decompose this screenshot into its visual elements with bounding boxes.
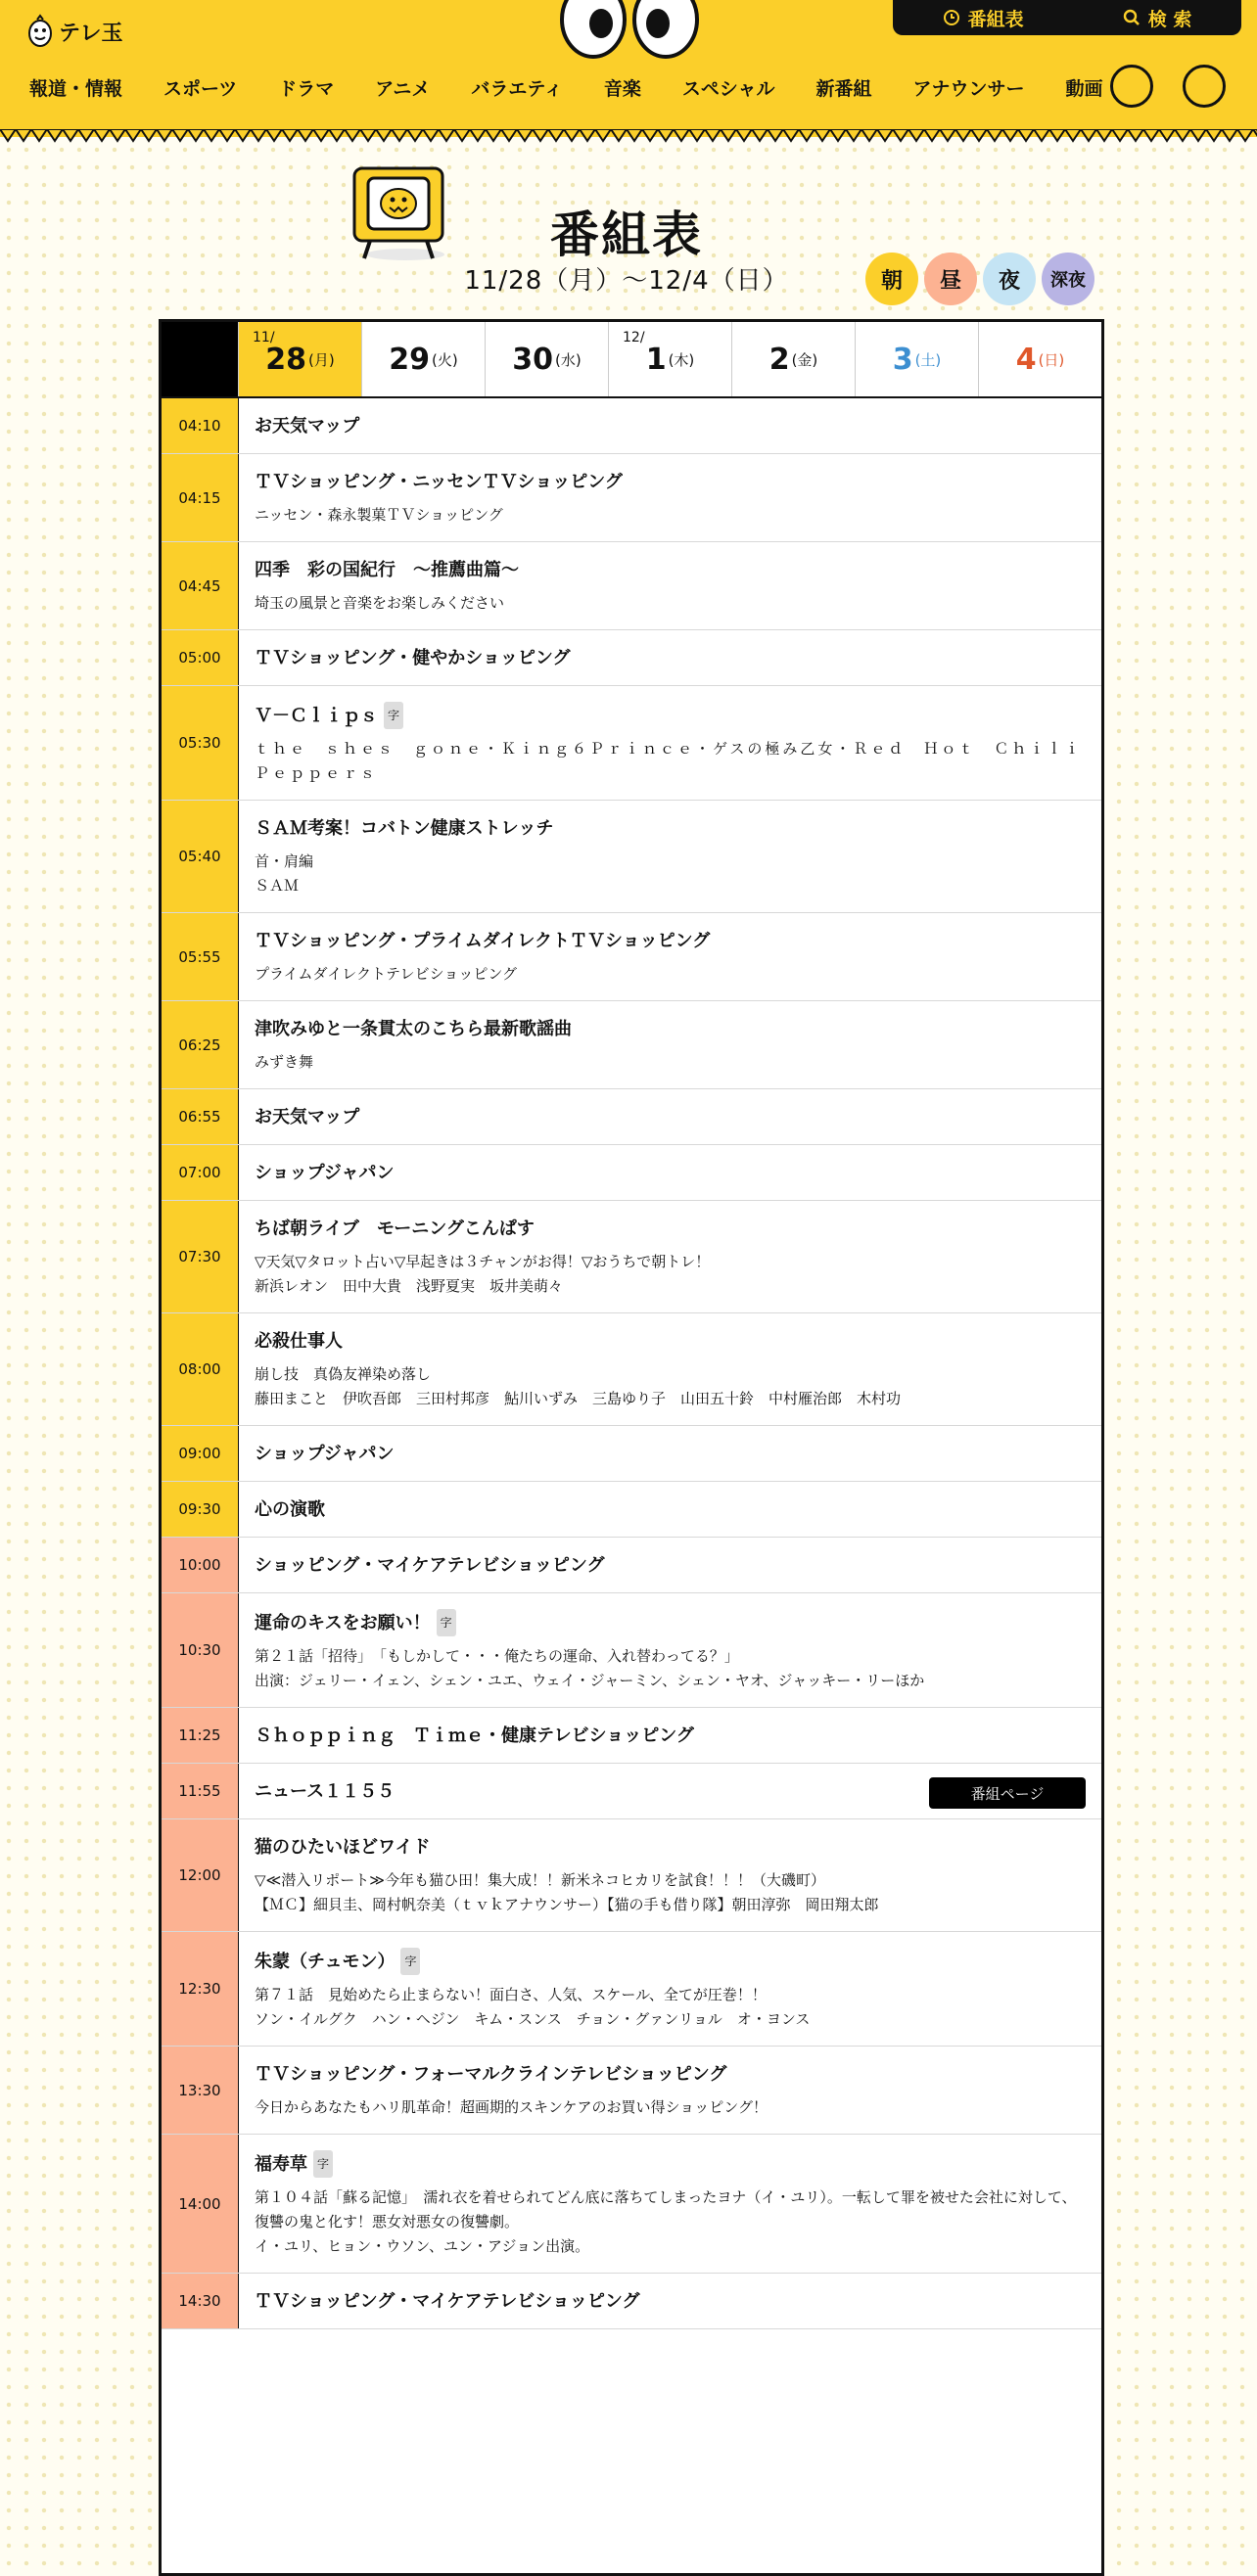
program-time: 04:45: [162, 542, 239, 629]
program-time: 10:30: [162, 1593, 239, 1707]
program-row: [162, 686, 1101, 801]
program-cell[interactable]: [239, 686, 1101, 800]
subtitle-badge: 字: [437, 1609, 456, 1636]
program-time: 05:30: [162, 686, 239, 800]
program-row: [162, 1482, 1101, 1538]
program-row: [162, 1426, 1101, 1482]
date-tab[interactable]: [731, 322, 855, 396]
program-row: [162, 2135, 1101, 2274]
time-morning-button[interactable]: [865, 253, 918, 305]
date-tab[interactable]: [608, 322, 731, 396]
clock-icon: [943, 9, 960, 26]
program-time: 06:25: [162, 1001, 239, 1088]
date-tab[interactable]: [361, 322, 485, 396]
program-cell[interactable]: [239, 1201, 1101, 1312]
program-time: 05:55: [162, 913, 239, 1000]
grid-corner: [162, 322, 238, 396]
program-title-line: [255, 816, 1086, 842]
program-description: ▽天気▽タロット占い▽早起きは３チャンがお得！▽おうちで朝トレ！ 新浜レオン 田中大貴 浅野夏実 坂井美萌々: [255, 1253, 711, 1295]
program-title: ＴＶショッピング・プライムダイレクトＴＶショッピング: [255, 931, 711, 951]
program-title: 運命のキスをお願い！: [255, 1613, 431, 1633]
program-description: 第７１話 見始めたら止まらない！面白さ、人気、スケール、全てが圧巻！！ ソン・イルグク ハン・ヘジン キム・スンス チョン・グァンリョル オ・ヨンス: [255, 1986, 811, 2028]
program-title-line: [255, 1105, 1086, 1130]
site-logo[interactable]: [27, 14, 123, 49]
time-night-button[interactable]: [983, 253, 1036, 305]
program-title-line: [255, 2150, 1086, 2178]
program-time: 10:00: [162, 1538, 239, 1592]
program-row: [162, 1819, 1101, 1932]
header-zigzag: [0, 129, 1257, 145]
program-cell[interactable]: [239, 2135, 1101, 2273]
program-time: 09:00: [162, 1426, 239, 1481]
schedule-link[interactable]: [943, 5, 1024, 31]
time-noon-label: 昼: [939, 268, 961, 294]
program-time: 13:30: [162, 2047, 239, 2134]
program-row: [162, 1764, 1101, 1819]
program-title: ＴＶショッピング・マイケアテレビショッピング: [255, 2291, 640, 2312]
program-time: 07:30: [162, 1201, 239, 1312]
program-title: 必殺仕事人: [255, 1331, 343, 1352]
program-title: お天気マップ: [255, 1107, 360, 1127]
program-description: 崩し技 真偽友禅染め落し 藤田まこと 伊吹吾郎 三田村邦彦 鮎川いずみ 三島ゆり子 山田五十鈴 中村雁治郎 木村功: [255, 1365, 902, 1407]
nav-music[interactable]: 音楽: [603, 78, 641, 100]
program-row: [162, 1708, 1101, 1764]
program-cell[interactable]: [239, 1482, 1101, 1537]
logo-text: テレ玉: [59, 21, 123, 46]
program-title: ＴＶショッピング・ニッセンＴＶショッピング: [255, 472, 623, 492]
program-cell[interactable]: [239, 630, 1101, 685]
program-list: [162, 398, 1101, 2329]
program-cell[interactable]: [239, 1593, 1101, 1707]
time-latenight-button[interactable]: [1042, 253, 1094, 305]
program-time: 14:30: [162, 2274, 239, 2328]
nav-sports[interactable]: スポーツ: [163, 78, 238, 100]
app-badge-icon[interactable]: [1183, 65, 1226, 108]
date-tab-weekday: (日): [1038, 350, 1065, 369]
program-title: 津吹みゆと一条貫太のこちら最新歌謡曲: [255, 1019, 572, 1039]
program-title: お天気マップ: [255, 416, 360, 437]
program-row: [162, 1201, 1101, 1313]
program-time: 11:25: [162, 1708, 239, 1763]
date-tab[interactable]: [855, 322, 978, 396]
date-tab-month: 11/: [253, 330, 275, 345]
program-title: 四季 彩の国紀行 ～推薦曲篇～: [255, 560, 519, 580]
main-nav: [29, 74, 1144, 101]
program-time: 14:00: [162, 2135, 239, 2273]
page-title: 番組表: [550, 207, 703, 263]
program-cell[interactable]: [239, 2274, 1101, 2328]
program-title-line: [255, 1217, 1086, 1242]
program-title: ショップジャパン: [255, 1444, 395, 1464]
program-time: 09:30: [162, 1482, 239, 1537]
program-description: プライムダイレクトテレビショッピング: [255, 965, 518, 983]
utility-bar: [893, 0, 1241, 35]
program-cell[interactable]: [239, 1313, 1101, 1425]
time-night-label: 夜: [998, 268, 1020, 294]
search-icon: [1123, 9, 1141, 26]
program-row: [162, 1932, 1101, 2047]
program-title-line: [255, 1329, 1086, 1355]
nav-drama[interactable]: ドラマ: [278, 78, 335, 100]
nav-videos[interactable]: 動画: [1065, 78, 1103, 100]
program-time: 12:00: [162, 1819, 239, 1931]
program-time: 04:15: [162, 454, 239, 541]
program-description: 第２１話「招待」 「もしかして・・・俺たちの運命、入れ替わってる？」 出演：ジェリー・イェン、シェン・ユエ、ウェイ・ジャーミン、シェン・ヤオ、ジャッキー・リーほか: [255, 1647, 925, 1689]
program-row: [162, 542, 1101, 630]
program-time: 05:00: [162, 630, 239, 685]
program-title: 猫のひたいほどワイド: [255, 1837, 431, 1858]
program-cell[interactable]: [239, 2047, 1101, 2134]
time-noon-button[interactable]: [924, 253, 977, 305]
subtitle-badge: 字: [384, 702, 403, 729]
nav-anime[interactable]: アニメ: [375, 78, 431, 100]
date-tab-day: 1: [645, 342, 667, 377]
program-row: [162, 913, 1101, 1001]
program-description: 首・肩編 ＳＡＭ: [255, 852, 314, 895]
date-tab-weekday: (月): [308, 350, 335, 369]
program-cell[interactable]: [239, 542, 1101, 629]
program-row: [162, 630, 1101, 686]
program-title-line: [255, 1835, 1086, 1861]
program-row: [162, 2274, 1101, 2329]
program-title: 心の演歌: [255, 1499, 325, 1520]
program-cell[interactable]: [239, 913, 1101, 1000]
date-tab-weekday: (火): [432, 350, 458, 369]
date-tab-day: 2: [768, 342, 790, 377]
program-title-line: [255, 414, 1086, 439]
program-row: [162, 1538, 1101, 1593]
program-cell[interactable]: [239, 801, 1101, 912]
program-row: [162, 398, 1101, 454]
program-title-line: [255, 702, 1086, 729]
nav-variety[interactable]: バラエティ: [471, 78, 563, 100]
date-tab[interactable]: [238, 322, 361, 396]
program-cell[interactable]: [239, 1089, 1101, 1144]
program-cell[interactable]: [239, 1426, 1101, 1481]
program-time: 11:55: [162, 1764, 239, 1818]
nav-announcers[interactable]: アナウンサー: [912, 78, 1025, 100]
schedule-link-label: 番組表: [967, 8, 1024, 30]
date-tab[interactable]: [485, 322, 608, 396]
program-row: [162, 1593, 1101, 1708]
program-description: ｔｈｅ ｓｈｅｓ ｇｏｎｅ・Ｋｉｎｇ６Ｐｒｉｎｃｅ・ゲスの極み乙女・Ｒｅｄ Ｈｏｔ Ｃｈｉｌｉ Ｐｅｐｐｅｒｓ: [255, 740, 1100, 782]
program-cell[interactable]: [239, 1764, 1101, 1818]
program-cell[interactable]: [239, 1145, 1101, 1200]
date-tabs: [162, 322, 1101, 398]
site-header: [0, 0, 1257, 137]
program-title-line: [255, 2289, 1086, 2315]
program-title: Ｖ－Ｃｌｉｐｓ: [255, 706, 378, 726]
program-title: ちば朝ライブ モーニングこんぱす: [255, 1219, 535, 1239]
nav-new-programs[interactable]: 新番組: [815, 78, 872, 100]
date-tab-day: 4: [1015, 342, 1037, 377]
program-title-line: [255, 929, 1086, 954]
nav-special[interactable]: スペシャル: [681, 78, 775, 100]
program-title-line: [255, 1442, 1086, 1467]
program-description: 第１０４話「蘇る記憶」 濡れ衣を着せられてどん底に落ちてしまったヨナ（イ・ユリ）。一転して罪を被せた会社に対して、復讐の鬼と化す！悪女対悪女の復讐劇。 イ・ユリ、ヒョン・ウソン、ユン・アジョン出演。: [255, 2188, 1077, 2255]
date-tab-day: 28: [265, 342, 307, 377]
time-latenight-label: 深夜: [1050, 270, 1086, 291]
program-title: ショッピング・マイケアテレビショッピング: [255, 1555, 605, 1576]
program-title-line: [255, 470, 1086, 495]
program-title-line: [255, 1609, 1086, 1636]
search-link-label: 検 索: [1147, 8, 1192, 30]
date-tab-day: 29: [389, 342, 431, 377]
program-time: 04:10: [162, 398, 239, 453]
program-row: [162, 801, 1101, 913]
program-time: 08:00: [162, 1313, 239, 1425]
program-description: 今日からあなたもハリ肌革命！超画期的スキンケアのお買い得ショッピング！: [255, 2098, 768, 2116]
program-description: ▽≪潜入リポート≫今年も猫ひ田！集大成！！新米ネコヒカリを試食！！！（大磯町） 【ＭＣ】細貝圭、岡村帆奈美（ｔｖｋアナウンサー）【猫の手も借り隊】朝田淳弥 岡田翔太郎: [255, 1871, 879, 1913]
date-tab[interactable]: [978, 322, 1101, 396]
program-row: [162, 454, 1101, 542]
program-title: 朱蒙（チュモン）: [255, 1952, 396, 1972]
subtitle-badge: 字: [400, 1948, 420, 1975]
program-cell[interactable]: [239, 1932, 1101, 2046]
program-row: [162, 1145, 1101, 1201]
program-cell[interactable]: [239, 1819, 1101, 1931]
program-row: [162, 2047, 1101, 2135]
program-time: 06:55: [162, 1089, 239, 1144]
time-morning-label: 朝: [880, 268, 903, 294]
program-title: ＳＡＭ考案！コバトン健康ストレッチ: [255, 818, 554, 839]
program-time: 07:00: [162, 1145, 239, 1200]
program-title: ニュース１１５５: [255, 1781, 396, 1802]
mascot-icon: [27, 14, 53, 49]
subtitle-badge: 字: [313, 2150, 333, 2178]
program-title-line: [255, 1497, 1086, 1523]
program-description: みずき舞: [255, 1053, 314, 1071]
program-row: [162, 1001, 1101, 1089]
program-description: 埼玉の風景と音楽をお楽しみください: [255, 594, 505, 612]
mascot-badge-icon[interactable]: [1110, 65, 1153, 108]
date-tab-month: 12/: [623, 330, 645, 345]
program-title-line: [255, 1553, 1086, 1579]
date-tab-day: 30: [512, 342, 554, 377]
program-title: ＴＶショッピング・健やかショッピング: [255, 648, 571, 668]
program-row: [162, 1089, 1101, 1145]
date-range: 11/28（月）〜12/4（日）: [464, 266, 789, 296]
program-cell[interactable]: [239, 398, 1101, 453]
program-cell[interactable]: [239, 454, 1101, 541]
date-tab-weekday: (水): [555, 350, 582, 369]
program-title-line: [255, 646, 1086, 671]
program-title-line: [255, 1161, 1086, 1186]
date-tab-weekday: (土): [914, 350, 942, 369]
date-tab-weekday: (金): [791, 350, 818, 369]
program-title: ショップジャパン: [255, 1163, 395, 1183]
program-title: Ｓｈｏｐｐｉｎｇ Ｔｉｍｅ・健康テレビショッピング: [255, 1725, 694, 1746]
program-time: 05:40: [162, 801, 239, 912]
program-row: [162, 1313, 1101, 1426]
program-title: ＴＶショッピング・フォーマルクラインテレビショッピング: [255, 2064, 727, 2085]
program-page-button[interactable]: 番組ページ: [929, 1777, 1086, 1809]
program-title-line: [255, 1017, 1086, 1042]
program-description: ニッセン・森永製菓ＴＶショッピング: [255, 506, 503, 524]
program-title-line: [255, 558, 1086, 583]
date-tab-day: 3: [892, 342, 913, 377]
mascot-eyes-icon: [556, 0, 703, 59]
program-cell[interactable]: [239, 1708, 1101, 1763]
program-title-line: [255, 1724, 1086, 1749]
search-link[interactable]: [1123, 5, 1192, 31]
program-title-line: [255, 1948, 1086, 1975]
date-tab-weekday: (木): [668, 350, 695, 369]
program-time: 12:30: [162, 1932, 239, 2046]
program-cell[interactable]: [239, 1001, 1101, 1088]
nav-news[interactable]: 報道・情報: [29, 78, 123, 100]
program-cell[interactable]: [239, 1538, 1101, 1592]
tv-mascot-icon: [347, 164, 450, 262]
program-title: 福寿草: [255, 2154, 307, 2175]
schedule-grid: [159, 319, 1104, 2576]
program-title-line: [255, 2062, 1086, 2088]
